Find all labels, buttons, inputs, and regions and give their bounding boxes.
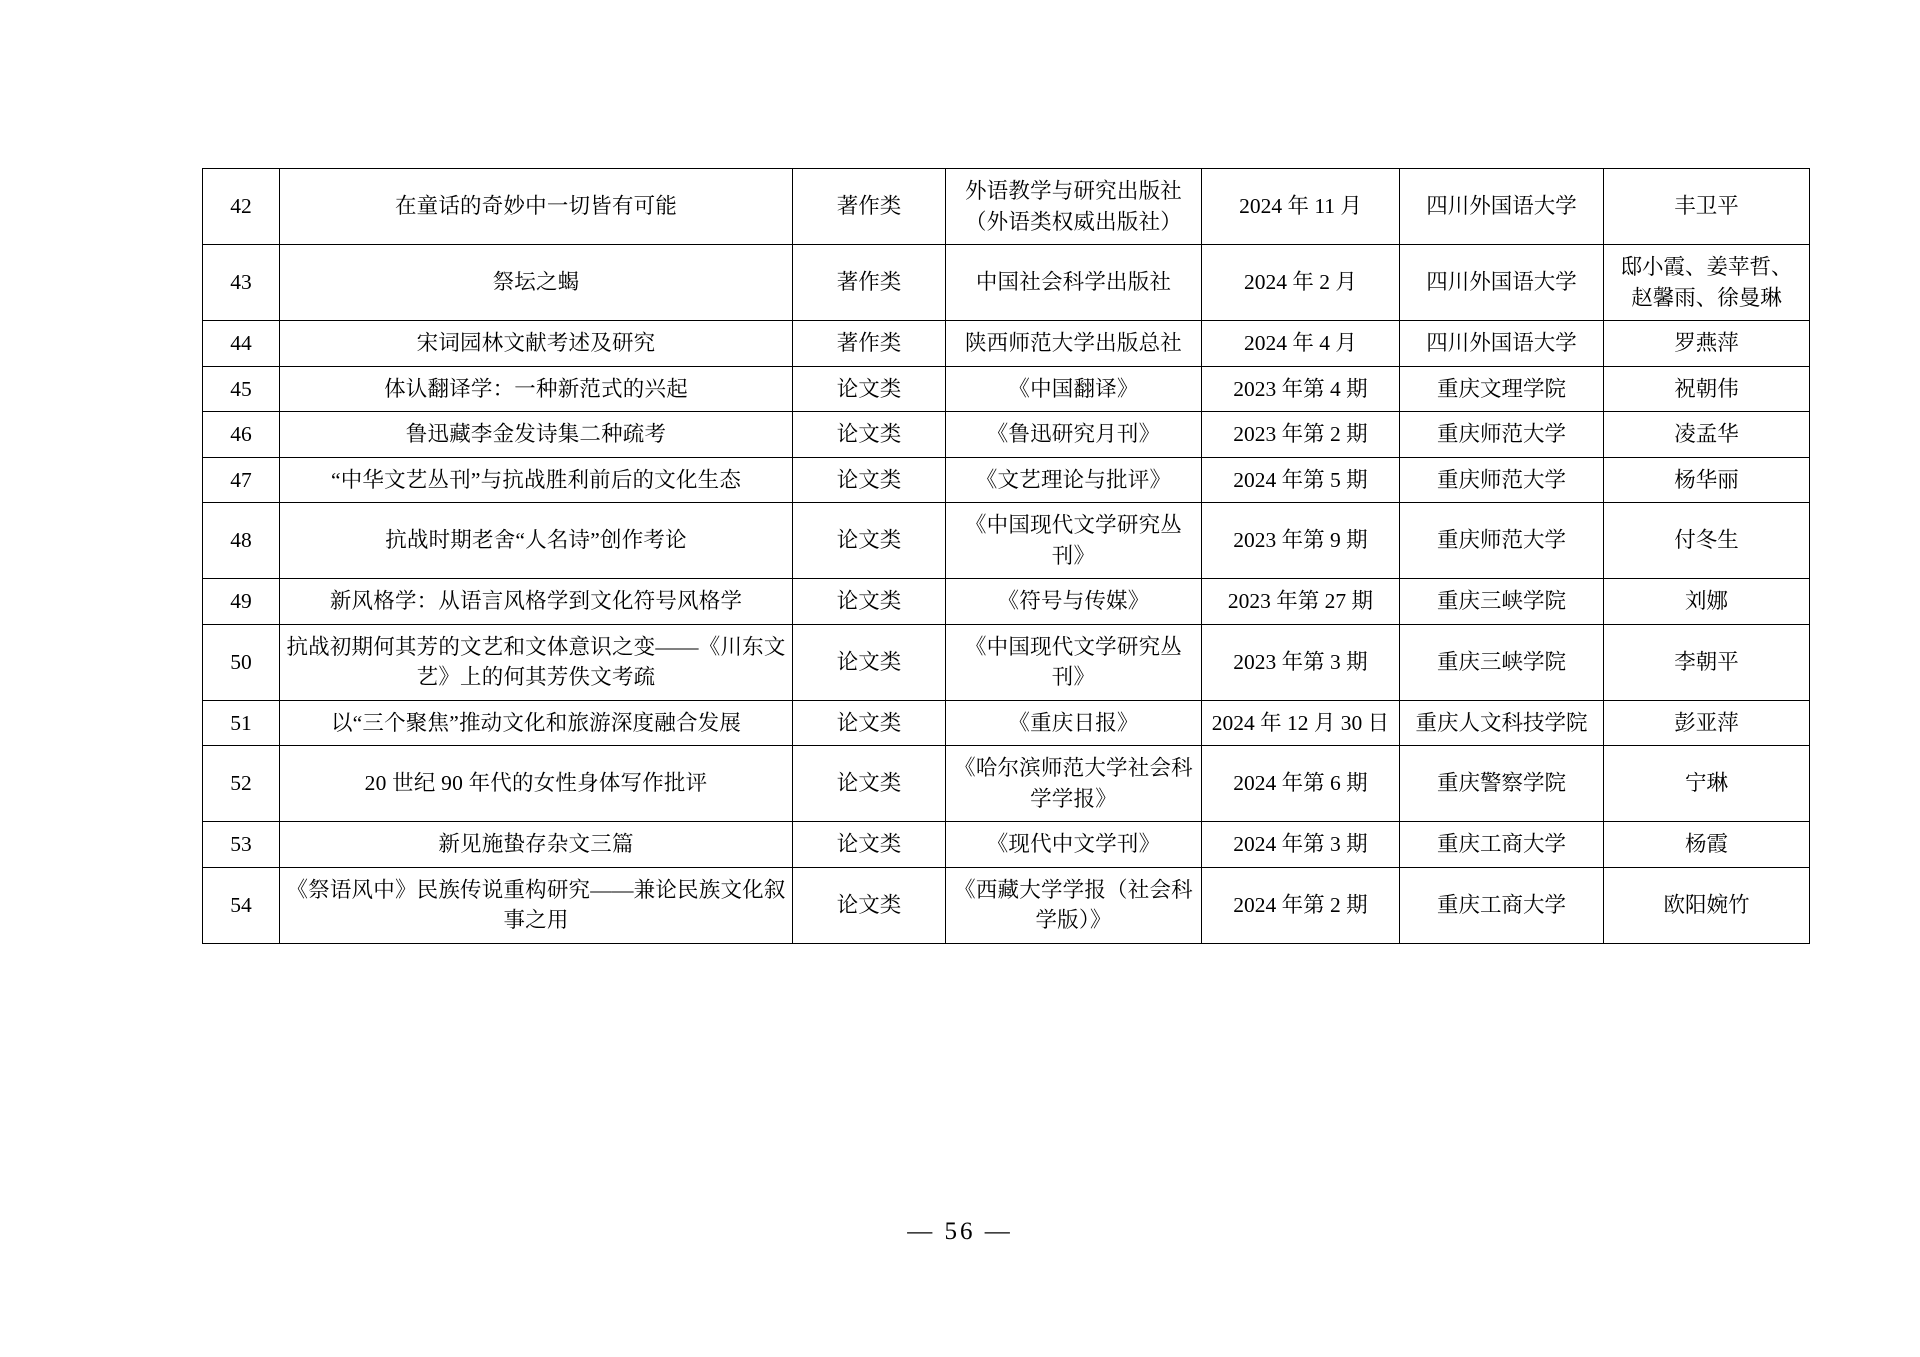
cell-date: 2023 年第 2 期 xyxy=(1202,412,1400,458)
cell-org: 重庆工商大学 xyxy=(1400,867,1604,943)
cell-type: 著作类 xyxy=(793,169,946,245)
cell-publisher: 《中国翻译》 xyxy=(946,366,1202,412)
cell-publisher: 《符号与传媒》 xyxy=(946,579,1202,625)
cell-author: 宁琳 xyxy=(1604,746,1810,822)
cell-type: 论文类 xyxy=(793,700,946,746)
table-row xyxy=(203,822,1810,868)
table-body xyxy=(203,169,1810,944)
cell-index: 49 xyxy=(203,579,280,625)
cell-index: 54 xyxy=(203,867,280,943)
table-row xyxy=(203,867,1810,943)
cell-type: 论文类 xyxy=(793,366,946,412)
cell-title: 抗战初期何其芳的文艺和文体意识之变——《川东文艺》上的何其芳佚文考疏 xyxy=(280,624,793,700)
cell-publisher: 陕西师范大学出版总社 xyxy=(946,321,1202,367)
table-row xyxy=(203,624,1810,700)
cell-publisher: 《中国现代文学研究丛刊》 xyxy=(946,503,1202,579)
table-row xyxy=(203,746,1810,822)
cell-author: 彭亚萍 xyxy=(1604,700,1810,746)
table-row xyxy=(203,579,1810,625)
cell-type: 论文类 xyxy=(793,867,946,943)
cell-org: 重庆师范大学 xyxy=(1400,503,1604,579)
cell-date: 2024 年第 3 期 xyxy=(1202,822,1400,868)
cell-org: 重庆人文科技学院 xyxy=(1400,700,1604,746)
cell-org: 四川外国语大学 xyxy=(1400,169,1604,245)
cell-author: 罗燕萍 xyxy=(1604,321,1810,367)
cell-publisher: 《西藏大学学报（社会科学版）》 xyxy=(946,867,1202,943)
cell-author: 欧阳婉竹 xyxy=(1604,867,1810,943)
cell-date: 2024 年第 5 期 xyxy=(1202,457,1400,503)
cell-type: 论文类 xyxy=(793,412,946,458)
cell-title: 宋词园林文献考述及研究 xyxy=(280,321,793,367)
cell-author: 杨霞 xyxy=(1604,822,1810,868)
page-number: — 56 — xyxy=(907,1218,1013,1245)
cell-index: 42 xyxy=(203,169,280,245)
cell-org: 重庆三峡学院 xyxy=(1400,579,1604,625)
cell-author: 李朝平 xyxy=(1604,624,1810,700)
cell-type: 论文类 xyxy=(793,624,946,700)
cell-date: 2023 年第 9 期 xyxy=(1202,503,1400,579)
cell-index: 47 xyxy=(203,457,280,503)
cell-publisher: 外语教学与研究出版社（外语类权威出版社） xyxy=(946,169,1202,245)
cell-index: 50 xyxy=(203,624,280,700)
table-row xyxy=(203,321,1810,367)
table-row xyxy=(203,700,1810,746)
cell-org: 四川外国语大学 xyxy=(1400,321,1604,367)
cell-date: 2024 年第 6 期 xyxy=(1202,746,1400,822)
cell-org: 重庆三峡学院 xyxy=(1400,624,1604,700)
cell-publisher: 《鲁迅研究月刊》 xyxy=(946,412,1202,458)
cell-author: 杨华丽 xyxy=(1604,457,1810,503)
cell-title: 20 世纪 90 年代的女性身体写作批评 xyxy=(280,746,793,822)
cell-date: 2024 年 4 月 xyxy=(1202,321,1400,367)
cell-type: 论文类 xyxy=(793,746,946,822)
cell-index: 48 xyxy=(203,503,280,579)
cell-index: 46 xyxy=(203,412,280,458)
cell-date: 2024 年 12 月 30 日 xyxy=(1202,700,1400,746)
cell-date: 2023 年第 4 期 xyxy=(1202,366,1400,412)
table-row xyxy=(203,245,1810,321)
results-table-wrapper xyxy=(202,168,1793,944)
cell-date: 2024 年 2 月 xyxy=(1202,245,1400,321)
table-row xyxy=(203,503,1810,579)
cell-title: 鲁迅藏李金发诗集二种疏考 xyxy=(280,412,793,458)
cell-type: 著作类 xyxy=(793,245,946,321)
table-row xyxy=(203,457,1810,503)
cell-title: 祭坛之蝎 xyxy=(280,245,793,321)
cell-author: 凌孟华 xyxy=(1604,412,1810,458)
cell-author: 刘娜 xyxy=(1604,579,1810,625)
cell-publisher: 《现代中文学刊》 xyxy=(946,822,1202,868)
cell-org: 重庆工商大学 xyxy=(1400,822,1604,868)
cell-title: 《祭语风中》民族传说重构研究——兼论民族文化叙事之用 xyxy=(280,867,793,943)
cell-date: 2023 年第 27 期 xyxy=(1202,579,1400,625)
cell-author: 丰卫平 xyxy=(1604,169,1810,245)
cell-org: 重庆师范大学 xyxy=(1400,412,1604,458)
cell-date: 2024 年第 2 期 xyxy=(1202,867,1400,943)
table-row xyxy=(203,412,1810,458)
cell-author: 祝朝伟 xyxy=(1604,366,1810,412)
cell-title: “中华文艺丛刊”与抗战胜利前后的文化生态 xyxy=(280,457,793,503)
cell-type: 论文类 xyxy=(793,503,946,579)
cell-date: 2024 年 11 月 xyxy=(1202,169,1400,245)
cell-type: 论文类 xyxy=(793,579,946,625)
cell-date: 2023 年第 3 期 xyxy=(1202,624,1400,700)
cell-title: 体认翻译学：一种新范式的兴起 xyxy=(280,366,793,412)
cell-index: 52 xyxy=(203,746,280,822)
cell-title: 以“三个聚焦”推动文化和旅游深度融合发展 xyxy=(280,700,793,746)
cell-org: 四川外国语大学 xyxy=(1400,245,1604,321)
cell-type: 论文类 xyxy=(793,822,946,868)
cell-author: 邸小霞、姜苹哲、赵馨雨、徐曼琳 xyxy=(1604,245,1810,321)
cell-index: 45 xyxy=(203,366,280,412)
cell-index: 51 xyxy=(203,700,280,746)
cell-index: 44 xyxy=(203,321,280,367)
table-row xyxy=(203,366,1810,412)
cell-title: 抗战时期老舍“人名诗”创作考论 xyxy=(280,503,793,579)
cell-type: 著作类 xyxy=(793,321,946,367)
cell-title: 新见施蛰存杂文三篇 xyxy=(280,822,793,868)
cell-index: 43 xyxy=(203,245,280,321)
cell-title: 新风格学：从语言风格学到文化符号风格学 xyxy=(280,579,793,625)
cell-org: 重庆警察学院 xyxy=(1400,746,1604,822)
cell-type: 论文类 xyxy=(793,457,946,503)
cell-publisher: 《中国现代文学研究丛刊》 xyxy=(946,624,1202,700)
achievements-table xyxy=(202,168,1810,944)
cell-title: 在童话的奇妙中一切皆有可能 xyxy=(280,169,793,245)
cell-publisher: 《文艺理论与批评》 xyxy=(946,457,1202,503)
table-row xyxy=(203,169,1810,245)
cell-org: 重庆师范大学 xyxy=(1400,457,1604,503)
cell-author: 付冬生 xyxy=(1604,503,1810,579)
cell-index: 53 xyxy=(203,822,280,868)
cell-org: 重庆文理学院 xyxy=(1400,366,1604,412)
cell-publisher: 《重庆日报》 xyxy=(946,700,1202,746)
cell-publisher: 《哈尔滨师范大学社会科学学报》 xyxy=(946,746,1202,822)
cell-publisher: 中国社会科学出版社 xyxy=(946,245,1202,321)
